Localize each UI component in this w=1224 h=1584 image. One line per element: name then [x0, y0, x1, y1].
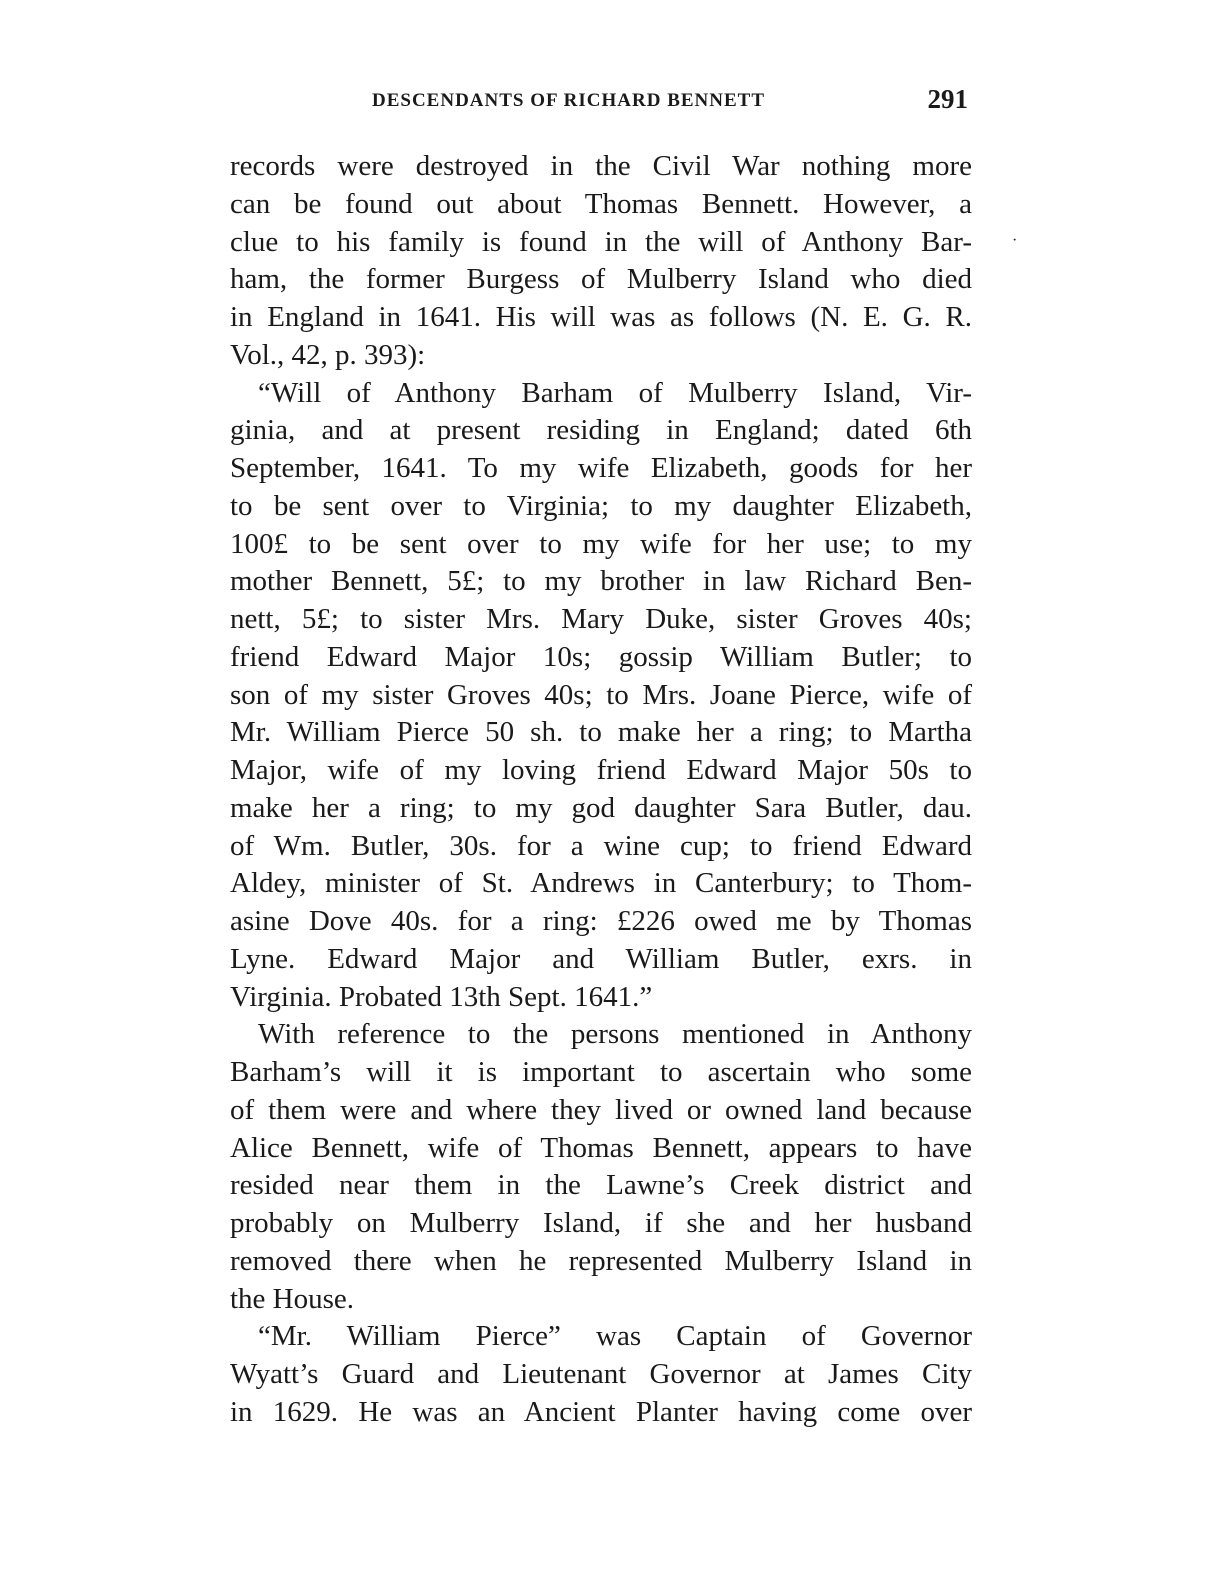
text-line: of Wm. Butler, 30s. for a wine cup; to friend Edward: [230, 829, 972, 862]
page-number: 291: [927, 84, 968, 114]
text-line: records were destroyed in the Civil War nothing more: [230, 150, 972, 182]
text-line: Major, wife of my loving friend Edward Major 50s to: [230, 754, 972, 786]
text-line: asine Dove 40s. for a ring: £226 owed me by Thomas: [230, 905, 972, 937]
text-line: in England in 1641. His will was as follows (N. E. G. R.: [230, 301, 972, 333]
text-line: 100£ to be sent over to my wife for her use; to my: [230, 527, 972, 560]
text-line: ham, the former Burgess of Mulberry Island who died: [230, 263, 972, 296]
text-line: the House.: [230, 1282, 355, 1315]
text-line: to be sent over to Virginia; to my daughter Elizabeth,: [230, 489, 972, 522]
text-line: “Mr. William Pierce” was Captain of Governor: [258, 1320, 972, 1353]
text-line: mother Bennett, 5£; to my brother in law Richard Ben-: [230, 565, 972, 598]
text-line: September, 1641. To my wife Elizabeth, goods for her: [230, 452, 972, 484]
text-line: resided near them in the Lawne’s Creek district and: [230, 1169, 972, 1202]
text-line: nett, 5£; to sister Mrs. Mary Duke, sister Groves 40s;: [230, 603, 972, 635]
text-line: can be found out about Thomas Bennett. However, a: [230, 187, 972, 220]
text-line: Barham’s will it is important to ascertain who some: [230, 1056, 972, 1088]
running-head: [230, 82, 972, 122]
text-line: clue to his family is found in the will of Anthony Bar-: [230, 225, 972, 258]
text-line: in 1629. He was an Ancient Planter having come over: [230, 1395, 972, 1428]
text-line: With reference to the persons mentioned in Anthony: [258, 1018, 972, 1051]
text-line: make her a ring; to my god daughter Sara Butler, dau.: [230, 791, 972, 824]
text-line: Vol., 42, p. 393):: [230, 338, 426, 371]
text-line: Virginia. Probated 13th Sept. 1641.”: [230, 980, 653, 1013]
text-line: friend Edward Major 10s; gossip William Butler; to: [230, 640, 972, 673]
text-line: probably on Mulberry Island, if she and her husband: [230, 1207, 972, 1239]
text-line: “Will of Anthony Barham of Mulberry Island, Vir-: [258, 376, 972, 409]
text-line: Aldey, minister of St. Andrews in Canterbury; to Thom-: [230, 867, 972, 900]
running-title: DESCENDANTS OF RICHARD BENNETT: [372, 90, 765, 111]
body-text: [230, 148, 972, 1432]
text-line: son of my sister Groves 40s; to Mrs. Joane Pierce, wife of: [230, 678, 972, 711]
text-line: Mr. William Pierce 50 sh. to make her a ring; to Martha: [230, 716, 972, 749]
text-line: Alice Bennett, wife of Thomas Bennett, appears to have: [230, 1131, 972, 1164]
text-line: Wyatt’s Guard and Lieutenant Governor at James City: [230, 1358, 972, 1390]
text-line: removed there when he represented Mulberry Island in: [230, 1244, 972, 1277]
text-line: of them were and where they lived or owned land because: [230, 1093, 972, 1126]
text-line: ginia, and at present residing in England; dated 6th: [230, 414, 972, 447]
text-line: Lyne. Edward Major and William Butler, exrs. in: [230, 942, 972, 975]
stray-mark: ·: [1012, 232, 1018, 249]
